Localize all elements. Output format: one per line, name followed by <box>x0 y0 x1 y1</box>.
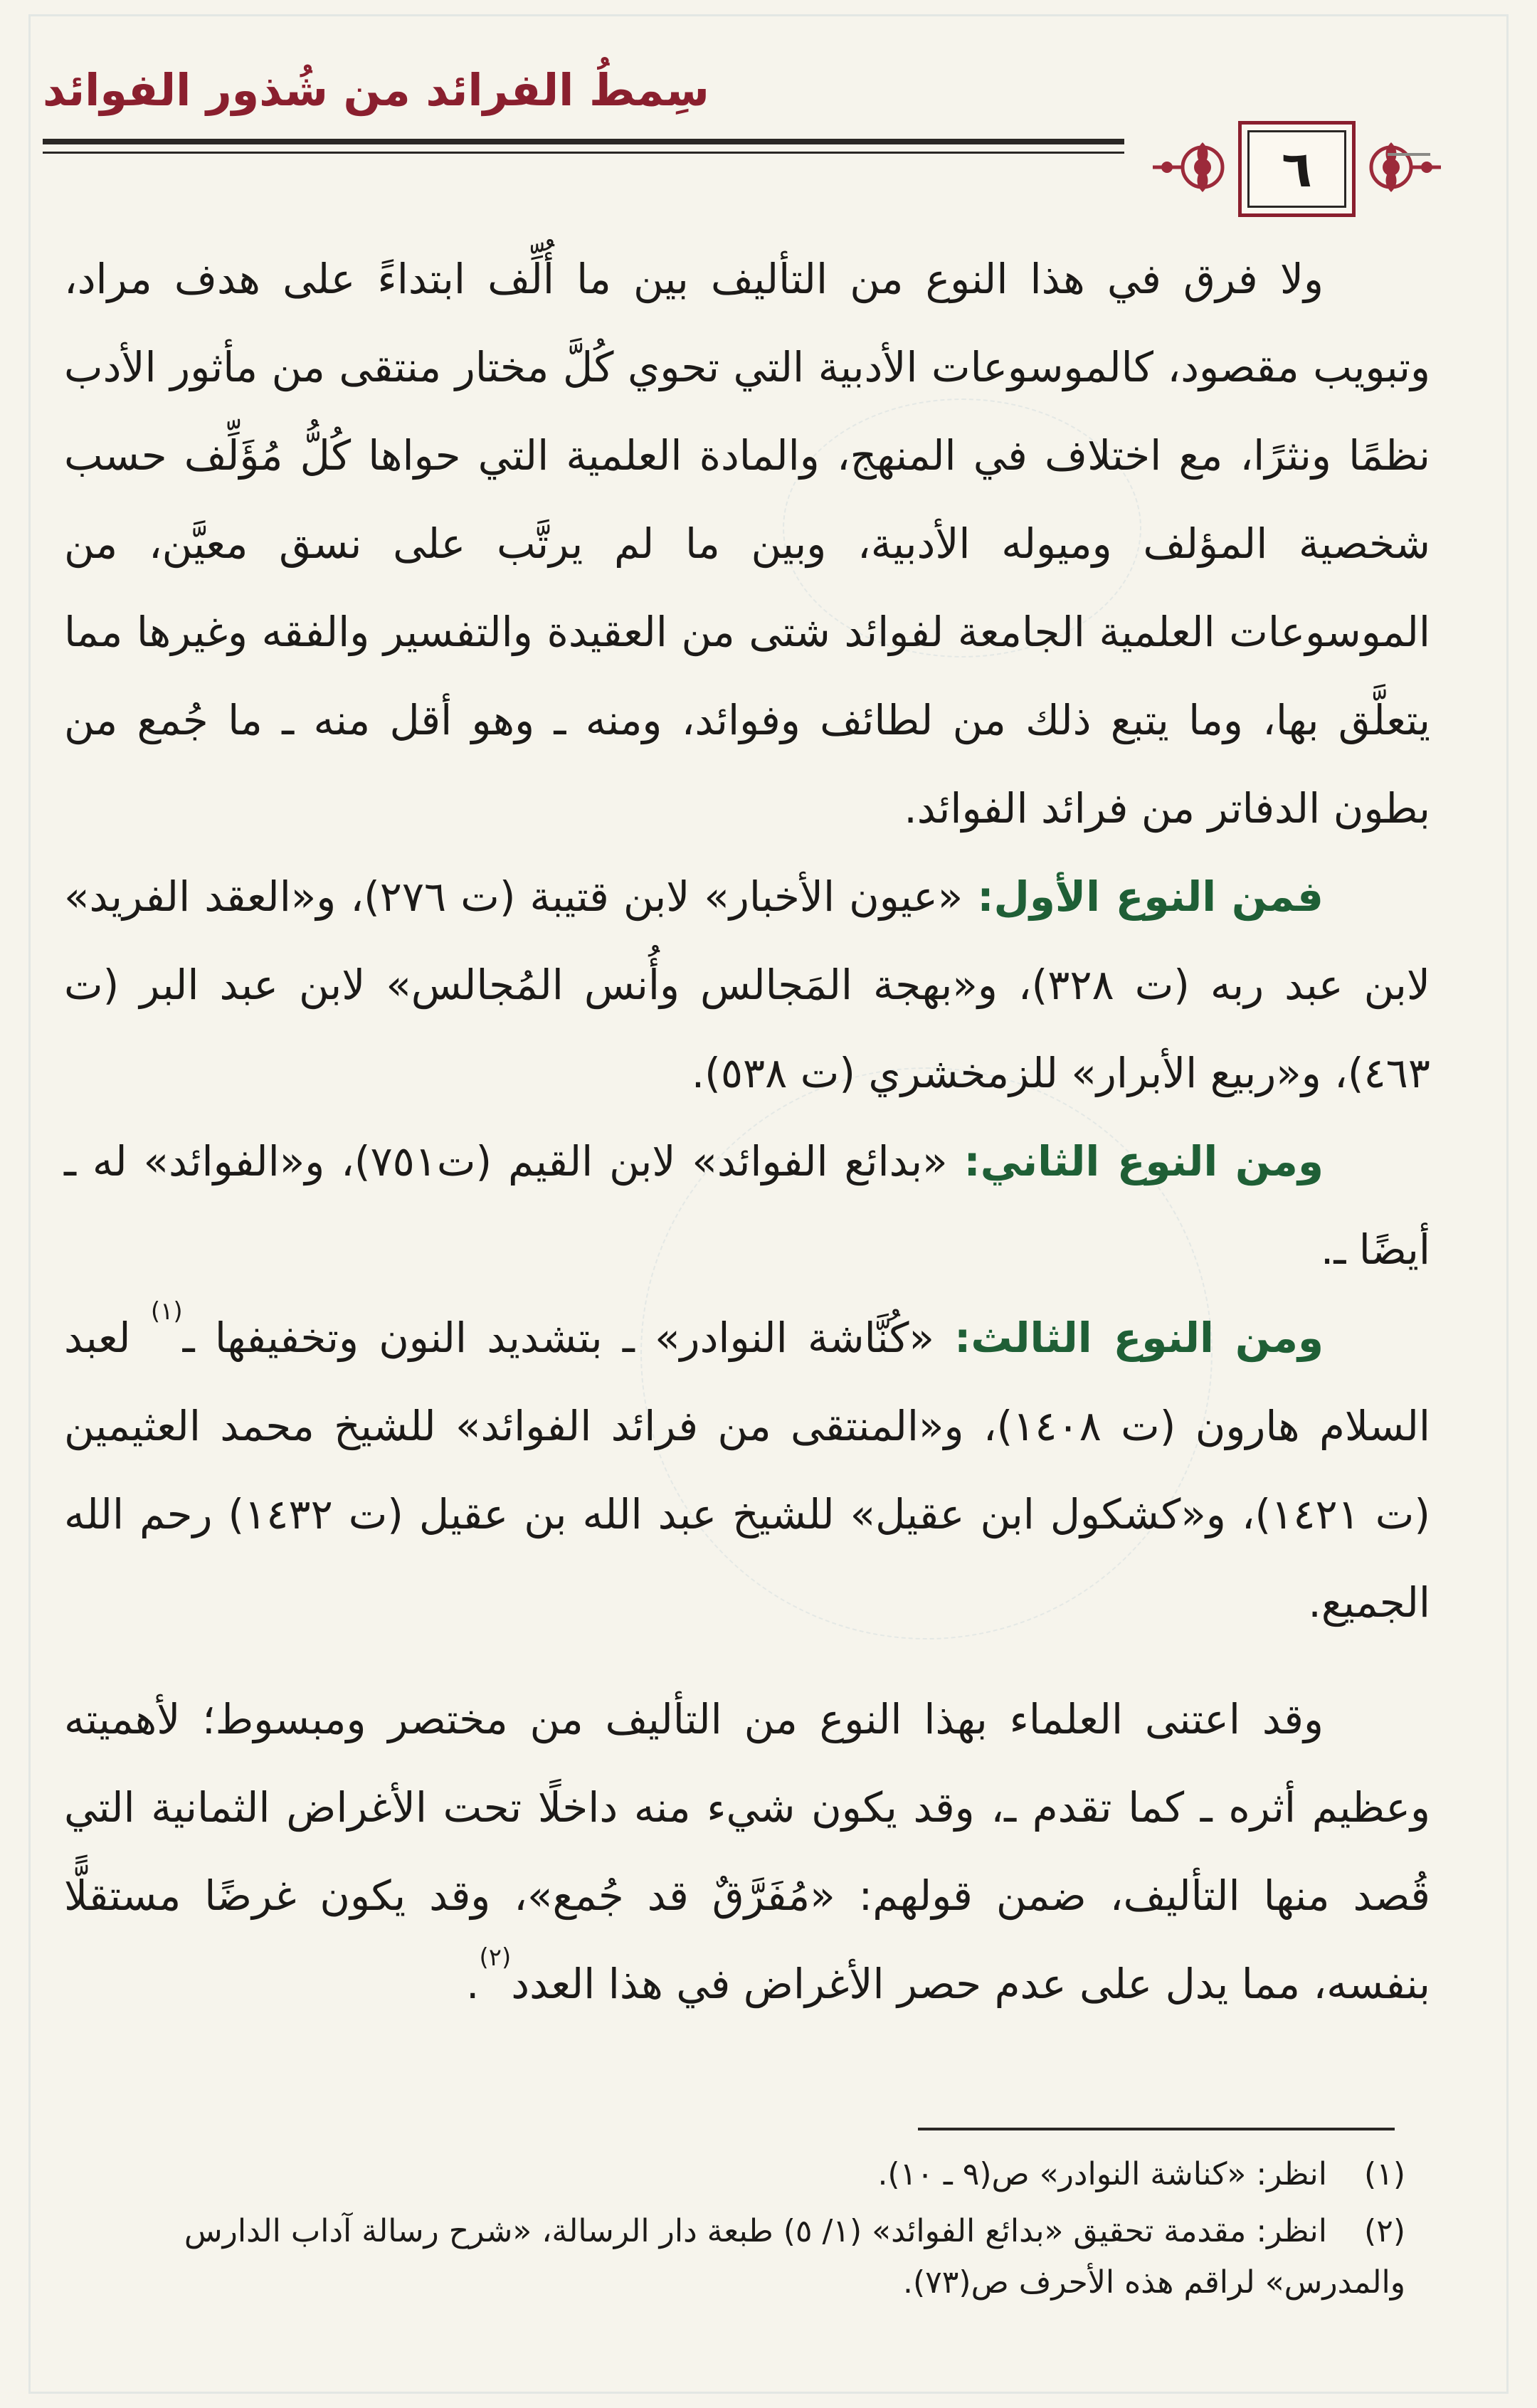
paragraph-text: وقد اعتنى العلماء بهذا النوع من التأليف من مختصر ومبسوط؛ لأهميته وعظيم أثره ـ كما تقدم ـ، وقد يكون شيء منه داخلًا تحت الأغراض الثمانية التي قُصد منها التأليف، ضمن قولهم: «مُفَرَّقٌ قد جُمع»، وقد يكون غرضًا مستقلًّا بنفسه، مما يدل على عدم حصر الأغراض في هذا العدد <box>64 1695 1430 2008</box>
section-heading: فمن النوع الأول: <box>977 872 1324 921</box>
header-rule-thin <box>43 152 1124 154</box>
footnote-number: (١) <box>1364 2156 1405 2192</box>
footnote-text: انظر: «كناشة النوادر» ص(٩ ـ ١٠). <box>877 2156 1327 2192</box>
footnote <box>64 2149 1405 2200</box>
main-text <box>64 235 1430 2028</box>
paragraph <box>64 1294 1430 1647</box>
paragraph <box>64 1117 1430 1294</box>
paragraph-text: «بدائع الفوائد» لابن القيم (ت٧٥١)، و«الفوائد» له ـ أيضًا ـ. <box>64 1137 1430 1274</box>
footnote-text: انظر: مقدمة تحقيق «بدائع الفوائد» (١/ ٥) طبعة دار الرسالة، «شرح رسالة آداب الدارس والمدرس» لراقم هذه الأحرف ص(٧٣). <box>184 2213 1405 2301</box>
section-heading: ومن النوع الثاني: <box>963 1137 1324 1185</box>
footnote-marker[interactable]: (١) <box>150 1297 183 1326</box>
sentence-end: . <box>466 1960 480 2008</box>
header-rule <box>43 139 1124 144</box>
floral-ornament-icon <box>1356 128 1448 206</box>
paragraph-text: لعبد السلام هارون (ت ١٤٠٨)، و«المنتقى من فرائد الفوائد» للشيخ محمد العثيمين (ت ١٤٢١)، و«كشكول ابن عقيل» للشيخ عبد الله بن عقيل (ت ١٤٣٢) رحم الله الجميع. <box>64 1314 1430 1627</box>
footnotes <box>64 2149 1405 2314</box>
running-title: سِمطُ الفرائد من شُذور الفوائد <box>43 64 709 116</box>
footnote-separator <box>918 2128 1395 2130</box>
footnote-marker[interactable]: (٢) <box>479 1943 512 1972</box>
page-number: ٦ <box>1247 130 1346 208</box>
paragraph-text: ولا فرق في هذا النوع من التأليف بين ما أُلِّف ابتداءً على هدف مراد، وتبويب مقصود، كالموسوعات الأدبية التي تحوي كُلَّ مختار منتقى من مأثور الأدب نظمًا ونثرًا، مع اختلاف في المنهج، والمادة العلمية التي حواها كُلُّ مُؤَلِّف حسب شخصية المؤلف وميوله الأدبية، وبين ما لم يرتَّب على نسق معيَّن، من الموسوعات العلمية الجامعة لفوائد شتى من العقيدة والتفسير والفقه وغيرها مما يتعلَّق بها، وما يتبع ذلك من لطائف وفوائد، ومنه ـ وهو أقل منه ـ ما جُمع من بطون الدفاتر من فرائد الفوائد. <box>64 255 1430 833</box>
paragraph-text: «عيون الأخبار» لابن قتيبة (ت ٢٧٦)، و«العقد الفريد» لابن عبد ربه (ت ٣٢٨)، و«بهجة المَجالس وأُنس المُجالس» لابن عبد البر (ت ٤٦٣)، و«ربيع الأبرار» للزمخشري (ت ٥٣٨). <box>64 872 1430 1097</box>
floral-ornament-icon <box>1146 128 1238 206</box>
header-rule-right <box>1388 153 1430 156</box>
paragraph <box>64 235 1430 852</box>
paragraph <box>64 852 1430 1117</box>
page-number-box <box>1238 121 1356 217</box>
footnote <box>64 2206 1405 2308</box>
paragraph <box>64 1675 1430 2028</box>
page-header <box>36 50 1430 213</box>
section-heading: ومن النوع الثالث: <box>954 1314 1324 1362</box>
paragraph-text: «كُنَّاشة النوادر» ـ بتشديد النون وتخفيفها ـ <box>182 1314 934 1362</box>
footnote-number: (٢) <box>1364 2213 1405 2249</box>
